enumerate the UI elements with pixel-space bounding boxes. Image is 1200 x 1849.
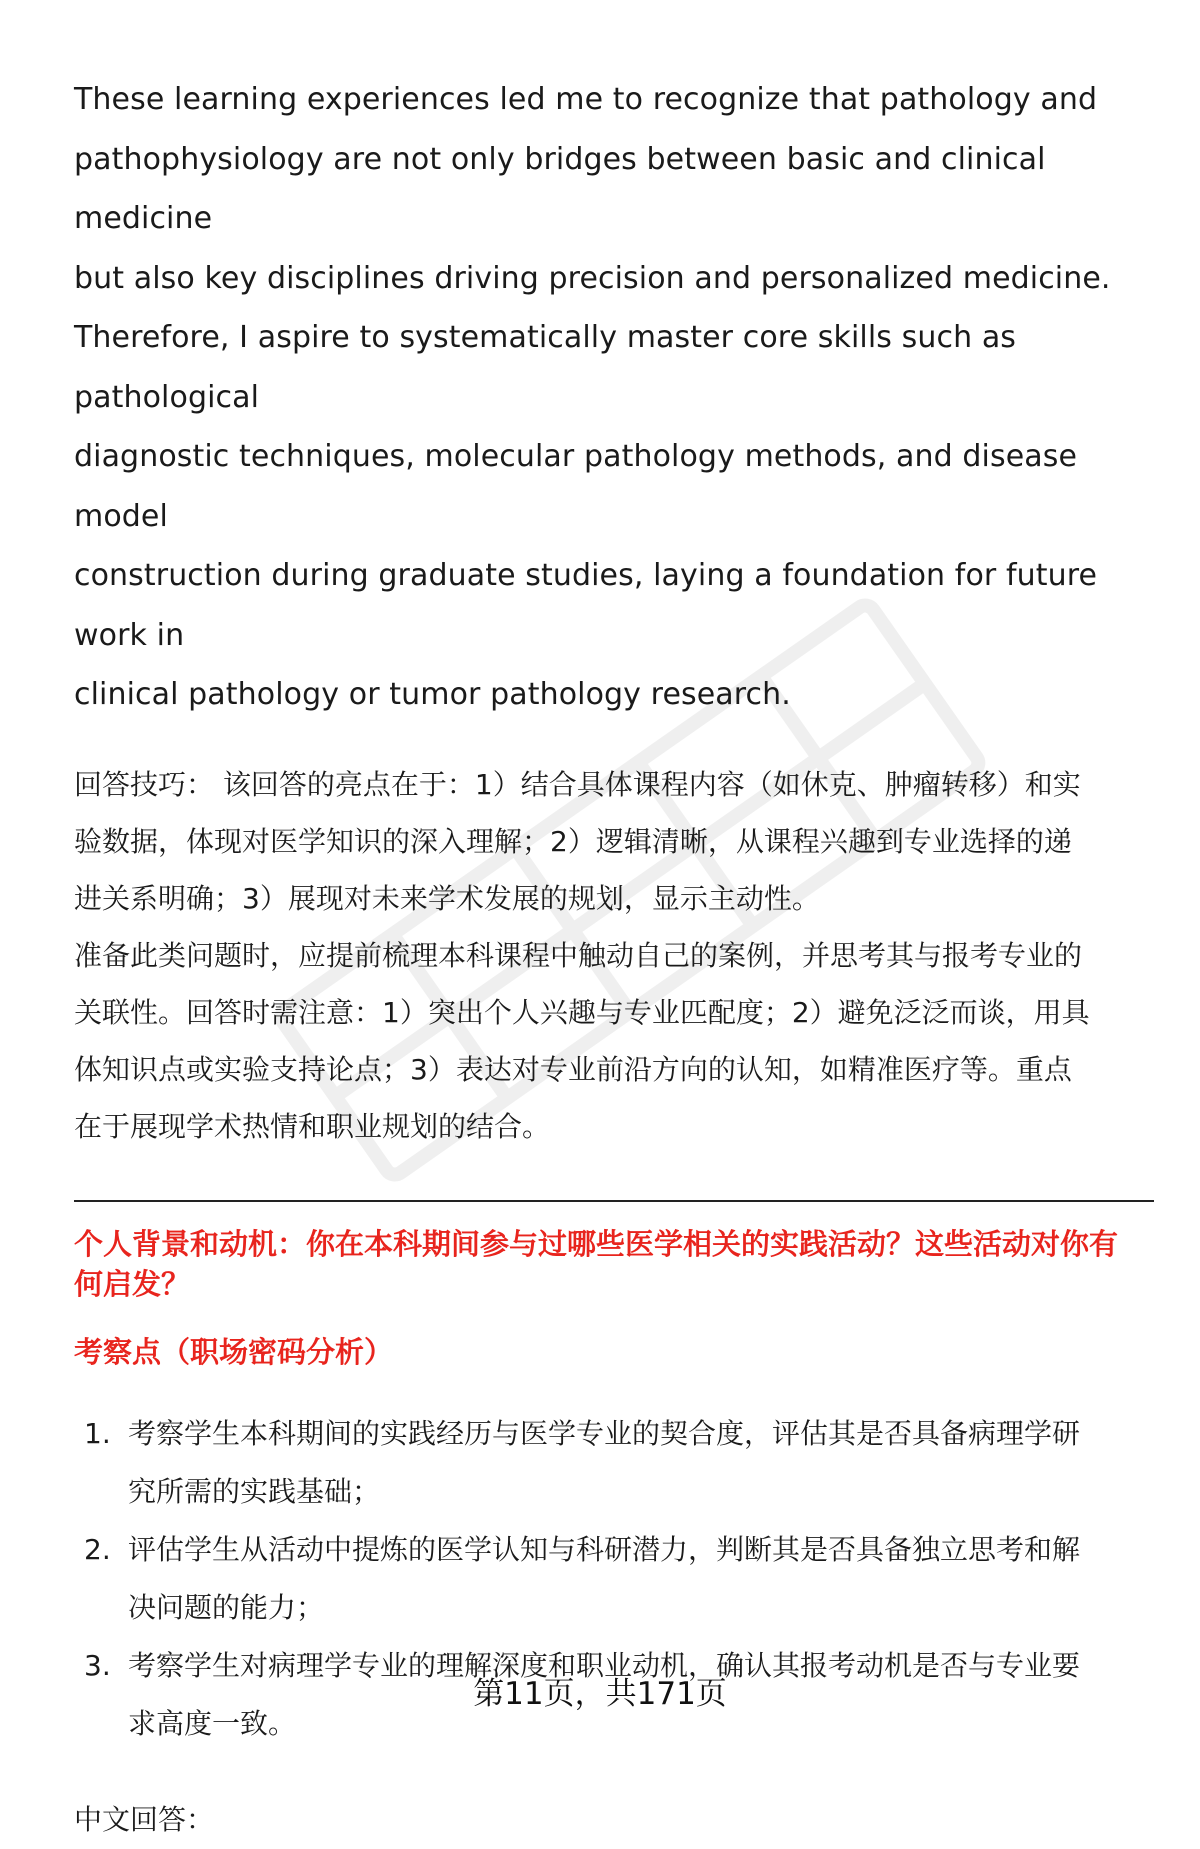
paragraph-line: diagnostic techniques, molecular pathology methods, and disease model (74, 439, 1078, 534)
document-page (74, 70, 1154, 1849)
paragraph-line: pathophysiology are not only bridges between basic and clinical medicine (74, 141, 1046, 236)
list-number: 2. (84, 1532, 111, 1566)
paragraph-line: but also key disciplines driving precision and personalized medicine. (74, 260, 1111, 296)
section-title: 考察点（职场密码分析） (74, 1334, 394, 1369)
paragraph-line: These learning experiences led me to recognize that pathology and (74, 82, 1098, 117)
list-number: 1. (84, 1416, 111, 1450)
chinese-answer-label: 中文回答： (74, 1802, 215, 1836)
question-heading (74, 1224, 1154, 1304)
tips-line: 关联性。回答时需注意：1）突出个人兴趣与专业匹配度；2）避免泛泛而谈，用具 (74, 995, 1090, 1029)
paragraph-line: construction during graduate studies, laying a foundation for future work in (74, 558, 1098, 653)
page-number-footer: 第11页，共171页 (473, 1676, 727, 1712)
tips-line: 在于展现学术热情和职业规划的结合。 (74, 1109, 551, 1143)
tips-line: 进关系明确；3）展现对未来学术发展的规划，显示主动性。 (74, 881, 820, 915)
paragraph-line: clinical pathology or tumor pathology research. (74, 677, 791, 712)
tips-line: 验数据，体现对医学知识的深入理解；2）逻辑清晰，从课程兴趣到专业选择的递 (74, 824, 1072, 858)
tips-line: 回答技巧： 该回答的亮点在于：1）结合具体课程内容（如休克、肿瘤转移）和实 (74, 767, 1081, 801)
tips-line: 体知识点或实验支持论点；3）表达对专业前沿方向的认知，如精准医疗等。重点 (74, 1052, 1072, 1086)
list-item-line: 考察学生对病理学专业的理解深度和职业动机，确认其报考动机是否与专业要 (128, 1648, 1081, 1682)
section-divider (74, 1200, 1154, 1202)
list-item-line: 求高度一致。 (128, 1706, 297, 1740)
tips-line: 准备此类问题时，应提前梳理本科课程中触动自己的案例，并思考其与报考专业的 (74, 938, 1083, 972)
list-item-line: 考察学生本科期间的实践经历与医学专业的契合度，评估其是否具备病理学研 (128, 1416, 1081, 1450)
list-item-line: 决问题的能力； (128, 1590, 325, 1624)
list-number: 3. (84, 1648, 111, 1682)
question-line: 个人背景和动机：你在本科期间参与过哪些医学相关的实践活动？这些活动对你有 (74, 1226, 1119, 1261)
english-paragraph (74, 70, 1154, 725)
question-line: 何启发？ (74, 1266, 191, 1301)
list-item (74, 1521, 1154, 1637)
list-item (74, 1405, 1154, 1521)
paragraph-line: Therefore, I aspire to systematically master core skills such as pathological (74, 320, 1017, 415)
list-item-line: 究所需的实践基础； (128, 1474, 381, 1508)
answer-tips (74, 756, 1154, 1155)
list-item-line: 评估学生从活动中提炼的医学认知与科研潜力，判断其是否具备独立思考和解 (128, 1532, 1081, 1566)
